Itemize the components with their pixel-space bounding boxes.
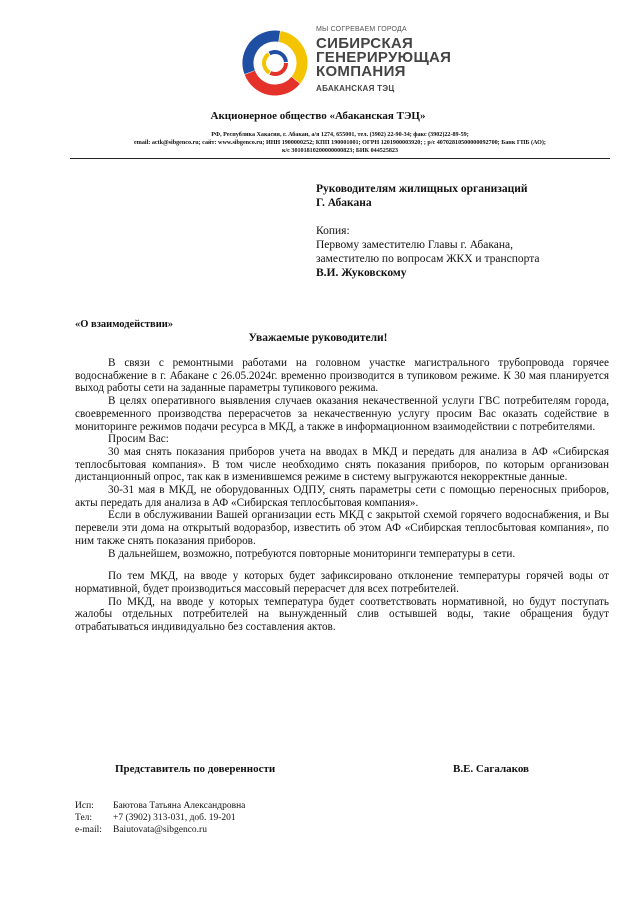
- copy-label: Копия:: [316, 225, 350, 237]
- body-paragraph: Просим Вас:: [108, 433, 169, 446]
- salutation: Уважаемые руководители!: [248, 332, 388, 344]
- letter-body: [75, 357, 609, 634]
- logo-company-name: [316, 37, 451, 79]
- contact-row: [75, 812, 245, 824]
- logo-name-line: КОМПАНИЯ: [316, 63, 406, 80]
- body-paragraph: 30-31 мая в МКД, не оборудованных ОДПУ, снять параметры сети с помощью переносных приборов, акты передать для анализа в АФ «Сибирская теплосбытовая компания».: [75, 484, 609, 509]
- body-paragraph: По МКД, на вводе у которых температура будет соответствовать нормативной, но будут поступать жалобы отдельных потребителей на вынужденный слив остывшей воды, такие обращения будут отрабатываться индивидуально без составления актов.: [75, 595, 609, 634]
- phone-value: +7 (3902) 313-031, доб. 19-201: [113, 813, 236, 823]
- copy-line: Первому заместителю Главы г. Абакана,: [316, 239, 514, 251]
- requisites-line: к/с 30101810200000000823; БИК 044525823: [281, 148, 399, 154]
- body-paragraph: В связи с ремонтными работами на головном участке магистрального трубопровода горячее водоснабжение в г. Абакане с 26.05.2024г. временно производится в тупиковом режиме. К 30 мая планируется выход работы сети на заданные параметры тупикового режима.: [75, 357, 609, 395]
- paragraph-gap: [75, 560, 609, 570]
- logo-branch: АБАКАНСКАЯ ТЭЦ: [316, 84, 395, 93]
- body-paragraph: В целях оперативного выявления случаев оказания некачественной услуги ГВС потребителям города, своевременного производства перерасчетов за некачественную услугу просим Вас оказать содействие в мониторинге режимов подачи ресурса в МКД, а также в информационном взаимодействии с потребителями.: [75, 395, 609, 433]
- logo-tagline: МЫ СОГРЕВАЕМ ГОРОДА: [316, 26, 407, 33]
- contact-row: [75, 824, 245, 836]
- contact-info: [75, 800, 245, 836]
- body-paragraph: По тем МКД, на вводе у которых будет зафиксировано отклонение температуры горячей воды от нормативной, будет производиться массовый перерасчет для всех потребителей.: [75, 570, 609, 595]
- body-paragraph: Если в обслуживании Вашей организации есть МКД с закрытой схемой горячего водоснабжения, и Вы перевели эти дома на открытый водоразбор, известить об этом АФ «Сибирская теплосбытовая компания», по ним также снять показания приборов.: [75, 509, 609, 547]
- addressee-block: [316, 182, 616, 280]
- requisites-line: email: actk@sibgenco.ru; сайт: www.sibgenco.ru; ИНН 1900000252; КПП 190001001; ОГРН 1201900003920; ; р/с 40702810500000092700; Банк ГПБ (АО);: [134, 140, 546, 146]
- addressee-city: Г. Абакана: [316, 197, 372, 209]
- logo-name-line: СИБИРСКАЯ: [316, 35, 414, 52]
- logo-ring-icon: [240, 28, 310, 98]
- signatory-title: Представитель по доверенности: [115, 763, 276, 775]
- company-logo: [240, 26, 450, 106]
- copy-recipient-name: В.И. Жуковскому: [316, 267, 407, 279]
- organization-name: Акционерное общество «Абаканская ТЭЦ»: [210, 110, 426, 122]
- logo-name-line: ГЕНЕРИРУЮЩАЯ: [316, 49, 452, 66]
- requisites-line: РФ, Республика Хакасия, г. Абакан, а/я 1274, 655001, тел. (3902) 22-90-34; факс (3902)22-89-59;: [211, 132, 469, 138]
- copy-line: заместителю по вопросам ЖКХ и транспорта: [316, 253, 540, 265]
- email-label: e-mail:: [75, 825, 102, 835]
- email-value: Baiutovata@sibgenco.ru: [113, 825, 207, 835]
- addressee-line: Руководителям жилищных организаций: [316, 183, 528, 195]
- contact-row: [75, 800, 245, 812]
- signatory-name: В.Е. Сагалаков: [453, 763, 529, 775]
- executor-value: Баютова Татьяна Александровна: [113, 801, 246, 811]
- header-divider: [70, 158, 610, 159]
- body-paragraph: 30 мая снять показания приборов учета на вводах в МКД и передать для анализа в АФ «Сибирская теплосбытовая компания». В том числе необходимо снять показания приборов, по которым организован дистанционный опрос, так как в изменившемся режиме в систему выгружаются некорректные данные.: [75, 445, 609, 484]
- executor-label: Исп:: [75, 801, 94, 811]
- letter-subject: «О взаимодействии»: [75, 319, 174, 330]
- body-paragraph: В дальнейшем, возможно, потребуются повторные мониторинги температуры в сети.: [108, 547, 516, 560]
- phone-label: Тел:: [75, 813, 93, 823]
